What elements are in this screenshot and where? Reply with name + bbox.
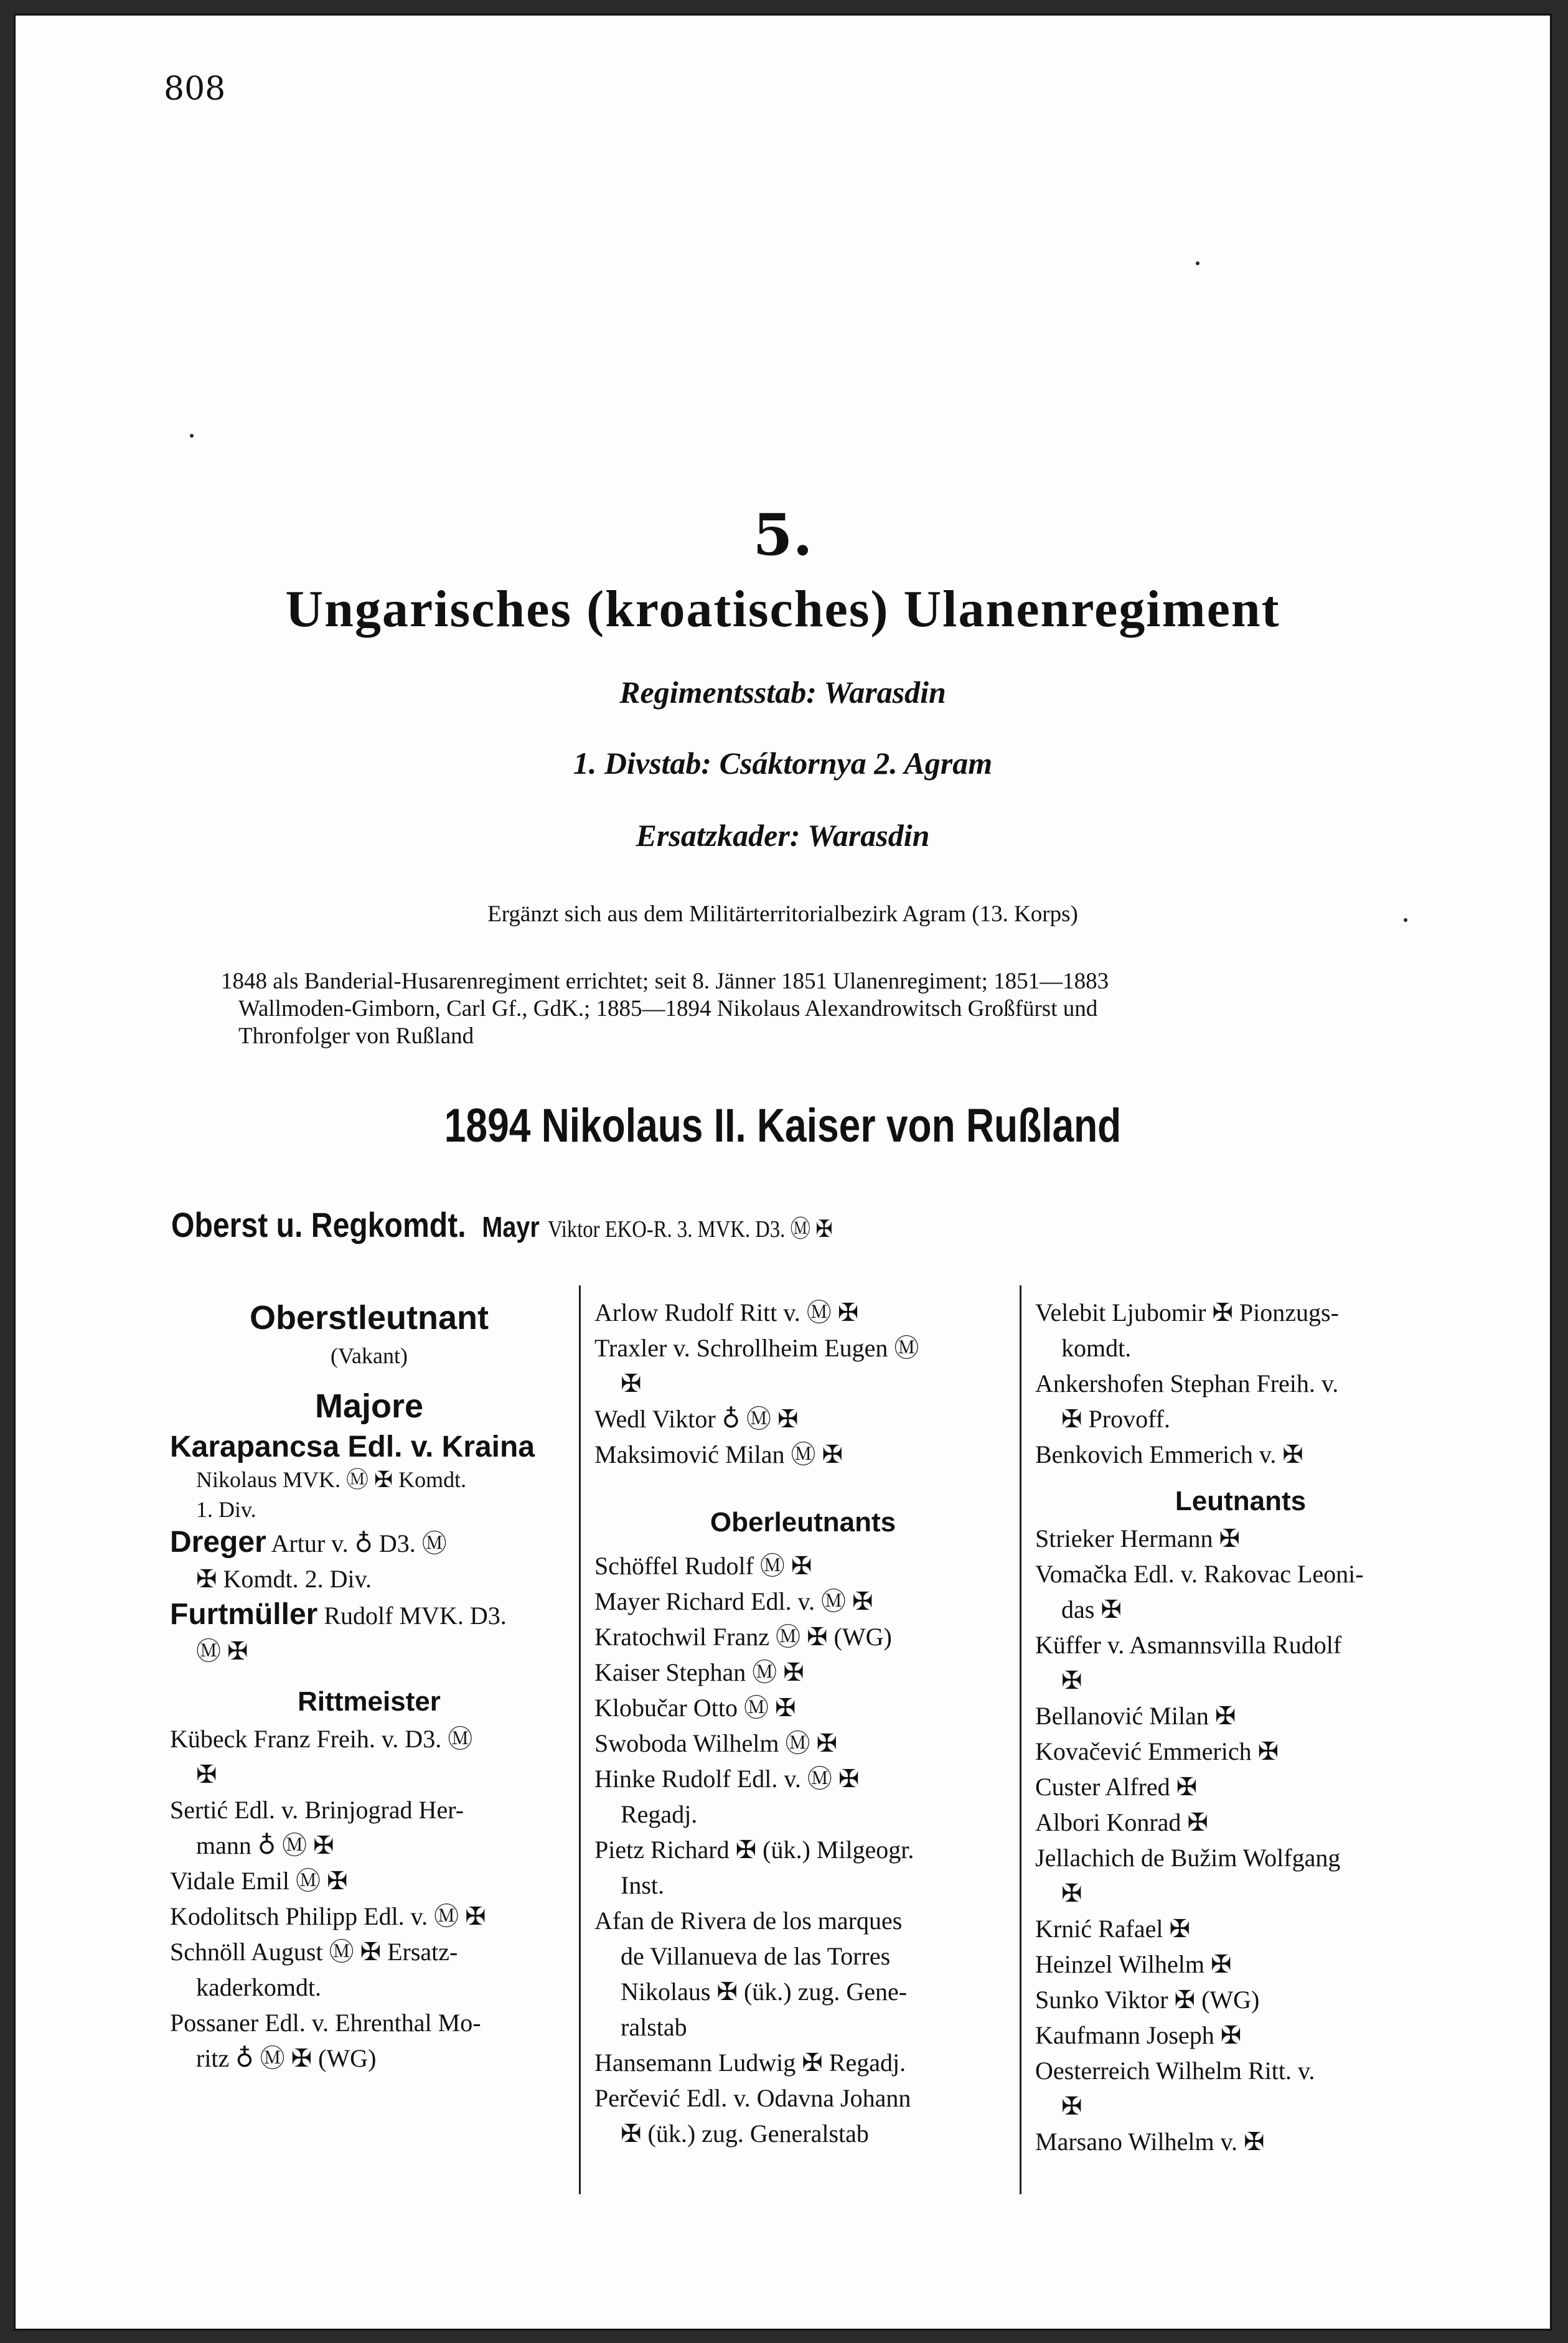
list-item (1035, 1982, 1446, 2017)
entry-line: Wedl Viktor ♁ Ⓜ ✠ (594, 1405, 799, 1433)
entry-line: Vidale Emil Ⓜ ✠ (170, 1867, 348, 1895)
entry-line: Strieker Hermann ✠ (1035, 1524, 1240, 1552)
speck (1196, 261, 1199, 265)
entry-line: Kaufmann Joseph ✠ (1035, 2021, 1242, 2049)
entry-line: kaderkomdt. (196, 1973, 322, 2001)
history-line: 1848 als Banderial-Husarenregiment errichtet; seit 8. Jänner 1851 Ulanenregiment; 1851—1883 (221, 969, 1109, 994)
oberleutnants-header: Oberleutnants (710, 1507, 896, 1538)
list-item (594, 2045, 1012, 2080)
history-line: Wallmoden-Gimborn, Carl Gf., GdK.; 1885—1894 Nikolaus Alexandrowitsch Großfürst und (238, 996, 1098, 1021)
entry-line: Hinke Rudolf Edl. v. Ⓜ ✠ (594, 1765, 860, 1793)
oberst-line (171, 1204, 833, 1245)
entry-line: ritz ♁ Ⓜ ✠ (WG) (196, 2044, 377, 2072)
list-item (170, 1429, 568, 1524)
column-1 (170, 1295, 568, 2076)
entry-line: das ✠ (1061, 1595, 1122, 1623)
list-item (594, 2080, 1012, 2151)
list-item (594, 1726, 1012, 1761)
list-item (1035, 1840, 1446, 1911)
column-3 (1035, 1295, 1446, 2159)
entry-line: Schöffel Rudolf Ⓜ ✠ (594, 1552, 812, 1580)
entry-line: Rudolf MVK. D3. (324, 1602, 507, 1630)
entry-line: 1. Div. (196, 1497, 256, 1522)
entry-line: Regadj. (621, 1800, 698, 1828)
entry-line: Hansemann Ludwig ✠ Regadj. (594, 2049, 906, 2077)
list-item (1035, 1734, 1446, 1769)
entry-line: Küffer v. Asmannsvilla Rudolf (1035, 1631, 1342, 1659)
list-item (1035, 1627, 1446, 1698)
majore-header: Majore (314, 1387, 424, 1425)
rittmeister-header: Rittmeister (298, 1686, 441, 1717)
list-item (1035, 1698, 1446, 1734)
entry-line: Mayer Richard Edl. v. Ⓜ ✠ (594, 1587, 873, 1615)
entry-line: Swoboda Wilhelm Ⓜ ✠ (594, 1729, 838, 1757)
entry-line: Kovačević Emmerich ✠ (1035, 1737, 1279, 1765)
list-item (594, 1330, 1012, 1401)
list-item (594, 1832, 1012, 1903)
entry-line: Traxler v. Schrollheim Eugen Ⓜ (594, 1334, 919, 1362)
entry-line: Schnöll August Ⓜ ✠ Ersatz- (170, 1938, 458, 1966)
entry-line: Possaner Edl. v. Ehrenthal Mo- (170, 2009, 481, 2037)
entry-line: ✠ (1061, 1666, 1082, 1694)
entry-line: komdt. (1061, 1334, 1132, 1362)
list-item (594, 1690, 1012, 1726)
list-item (594, 1655, 1012, 1690)
list-item (170, 1899, 568, 1934)
entry-line: Arlow Rudolf Ritt v. Ⓜ ✠ (594, 1298, 859, 1326)
list-item (594, 1548, 1012, 1584)
entry-line: Ⓜ ✠ (196, 1637, 248, 1665)
entry-name: Dreger (170, 1526, 266, 1559)
entry-line: Nikolaus ✠ (ük.) zug. Gene- (621, 1978, 908, 2006)
list-item (594, 1584, 1012, 1619)
entry-line: Krnić Rafael ✠ (1035, 1915, 1190, 1943)
entry-line: Benkovich Emmerich v. ✠ (1035, 1440, 1303, 1468)
vakant: (Vakant) (331, 1343, 408, 1368)
oberstleutnant-header: Oberstleutnant (249, 1299, 489, 1336)
regimentsstab: Regimentsstab: Warasdin (619, 675, 946, 710)
entry-line: Kaiser Stephan Ⓜ ✠ (594, 1658, 804, 1686)
list-item (594, 1295, 1012, 1330)
entry-line: ✠ Komdt. 2. Div. (196, 1565, 372, 1593)
oberst-details: Viktor EKO-R. 3. MVK. D3. Ⓜ ✠ (548, 1216, 833, 1242)
entry-line: Ankershofen Stephan Freih. v. (1035, 1369, 1339, 1397)
ersatzkader: Ersatzkader: Warasdin (636, 818, 930, 853)
entry-line: Artur v. ♁ D3. Ⓜ (271, 1529, 447, 1557)
entry-line: Marsano Wilhelm v. ✠ (1035, 2128, 1265, 2156)
list-item (1035, 1911, 1446, 1946)
list-item (1035, 1437, 1446, 1472)
entry-line: Bellanović Milan ✠ (1035, 1702, 1236, 1730)
erganzt-line: Ergänzt sich aus dem Militärterritorialbezirk Agram (13. Korps) (487, 901, 1078, 927)
entry-line: Oesterreich Wilhelm Ritt. v. (1035, 2057, 1315, 2085)
list-item (170, 1524, 568, 1597)
entry-line: Heinzel Wilhelm ✠ (1035, 1950, 1232, 1978)
entry-line: Klobučar Otto Ⓜ ✠ (594, 1694, 796, 1722)
entry-line: ✠ (621, 1369, 642, 1397)
list-item (170, 1597, 568, 1669)
entry-line: Perčević Edl. v. Odavna Johann (594, 2084, 911, 2112)
entry-line: Afan de Rivera de los marques (594, 1907, 903, 1935)
regiment-number: 5. (753, 501, 813, 568)
entry-line: Sunko Viktor ✠ (WG) (1035, 1986, 1260, 2014)
entry-line: Vomačka Edl. v. Rakovac Leoni- (1035, 1560, 1364, 1588)
entry-line: mann ♁ Ⓜ ✠ (196, 1831, 334, 1859)
list-item (1035, 1946, 1446, 1982)
oberst-name: Mayr (482, 1211, 540, 1243)
entry-line: Kratochwil Franz Ⓜ ✠ (WG) (594, 1623, 892, 1651)
list-item (1035, 2124, 1446, 2159)
list-item (1035, 1805, 1446, 1840)
list-item (1035, 1556, 1446, 1627)
entry-line: Karapancsa Edl. v. Kraina (170, 1430, 535, 1463)
entry-line: Maksimović Milan Ⓜ ✠ (594, 1440, 843, 1468)
entry-line: Pietz Richard ✠ (ük.) Milgeogr. (594, 1836, 914, 1864)
regiment-title: Ungarisches (kroatisches) Ulanenregiment (285, 580, 1280, 638)
entry-line: Kübeck Franz Freih. v. D3. Ⓜ (170, 1725, 473, 1753)
list-item (1035, 1769, 1446, 1805)
column-2 (594, 1295, 1012, 2151)
regiment-inhaber: 1894 Nikolaus II. Kaiser von Rußland (444, 1099, 1122, 1152)
list-item (170, 1792, 568, 1863)
oberst-rank: Oberst u. Regkomdt. (171, 1205, 466, 1244)
list-item (170, 1863, 568, 1899)
list-item (1035, 1521, 1446, 1556)
entry-line: Jellachich de Bužim Wolfgang (1035, 1844, 1341, 1872)
list-item (594, 1401, 1012, 1437)
list-item (594, 1761, 1012, 1832)
speck (190, 434, 194, 438)
list-item (1035, 2053, 1446, 2124)
entry-line: ✠ (1061, 1879, 1082, 1907)
entry-line: ralstab (621, 2013, 687, 2041)
list-item (594, 1619, 1012, 1655)
entry-line: ✠ (ük.) zug. Generalstab (621, 2120, 869, 2148)
entry-line: Inst. (621, 1871, 664, 1899)
list-item (1035, 1366, 1446, 1437)
page-number: 808 (164, 70, 226, 108)
list-item (170, 1934, 568, 2005)
entry-line: ✠ (1061, 2092, 1082, 2120)
entry-line: Velebit Ljubomir ✠ Pionzugs- (1035, 1298, 1339, 1326)
list-item (1035, 2017, 1446, 2053)
divstab: 1. Divstab: Csáktornya 2. Agram (573, 746, 993, 781)
regiment-history (221, 968, 1435, 1050)
list-item (170, 1721, 568, 1792)
document-page (14, 14, 1552, 2331)
entry-name: Furtmüller (170, 1598, 318, 1631)
leutnants-header: Leutnants (1175, 1486, 1307, 1516)
history-line: Thronfolger von Rußland (238, 1023, 474, 1049)
entry-line: ✠ Provoff. (1061, 1405, 1170, 1433)
list-item (170, 2005, 568, 2076)
entry-line: Sertić Edl. v. Brinjograd Her- (170, 1796, 464, 1824)
entry-line: ✠ (196, 1760, 217, 1788)
list-item (594, 1437, 1012, 1472)
entry-line: Nikolaus MVK. Ⓜ ✠ Komdt. (196, 1467, 467, 1492)
list-item (1035, 1295, 1446, 1366)
entry-line: Albori Konrad ✠ (1035, 1808, 1208, 1836)
list-item (594, 1903, 1012, 2045)
column-divider (579, 1285, 581, 2194)
entry-line: de Villanueva de las Torres (621, 1942, 891, 1970)
column-divider (1020, 1285, 1021, 2194)
entry-line: Custer Alfred ✠ (1035, 1773, 1198, 1801)
entry-line: Kodolitsch Philipp Edl. v. Ⓜ ✠ (170, 1902, 486, 1930)
